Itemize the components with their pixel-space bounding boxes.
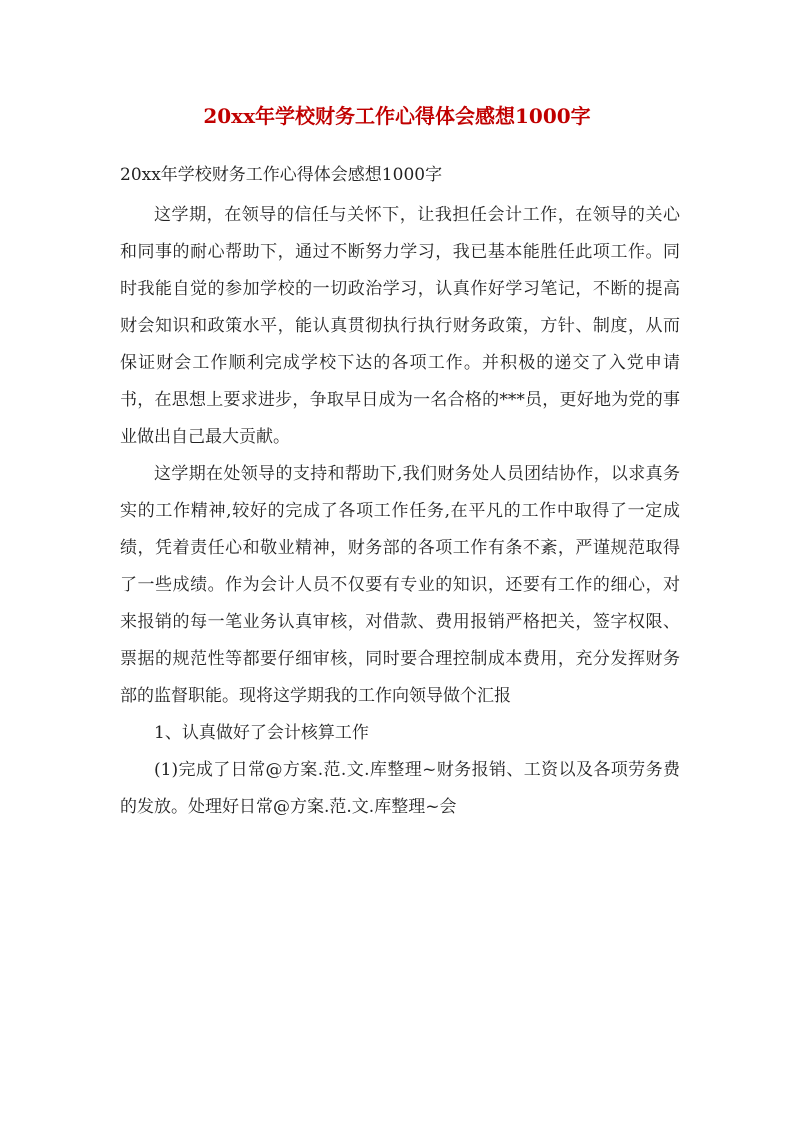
document-title: 20xx年学校财务工作心得体会感想1000字: [203, 104, 591, 128]
paragraph-intro: 这学期，在领导的信任与关怀下，让我担任会计工作，在领导的关心和同事的耐心帮助下，通过不断努力学习，我已基本能胜任此项工作。同时我能自觉的参加学校的一切政治学习，认真作好学习笔记，不断的提高财会知识和政策水平，能认真贯彻执行执行财务政策，方针、制度，从而保证财会工作顺利完成学校下达的各项工作。并积极的递交了入党申请书，在思想上要求进步，争取早日成为一名合格的***员，更好地为党的事业做出自己最大贡献。: [120, 205, 680, 447]
paragraph-daily-reimbursement: (1)完成了日常@方案.范.文.库整理~财务报销、工资以及各项劳务费的发放。处理好日常@方案.范.文.库整理~会: [120, 760, 680, 817]
section-heading-accounting: 1、认真做好了会计核算工作: [154, 723, 369, 743]
paragraph-team-work: 这学期在处领导的支持和帮助下,我们财务处人员团结协作，以求真务实的工作精神,较好的完成了各项工作任务,在平凡的工作中取得了一定成绩，凭着责任心和敬业精神，财务部的各项工作有条不紊，严谨规范取得了一些成绩。作为会计人员不仅要有专业的知识，还要有工作的细心，对来报销的每一笔业务认真审核，对借款、费用报销严格把关，签字权限、票据的规范性等都要仔细审核，同时要合理控制成本费用，充分发挥财务部的监督职能。现将这学期我的工作向领导做个汇报: [120, 464, 680, 706]
document-body: [120, 160, 680, 826]
document-subtitle: 20xx年学校财务工作心得体会感想1000字: [120, 165, 443, 185]
